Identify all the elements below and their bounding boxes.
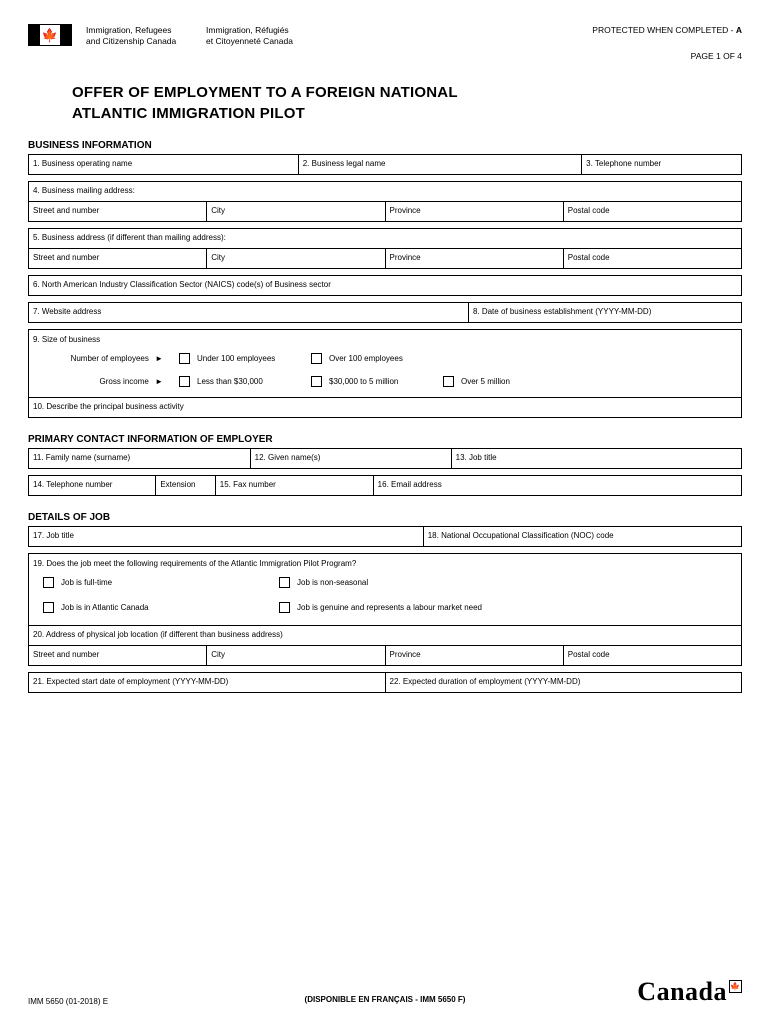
business-address-table xyxy=(28,228,742,269)
header-right xyxy=(592,24,742,62)
page-header xyxy=(28,24,742,62)
field-job-postal[interactable]: Postal code xyxy=(563,646,741,666)
form-identifier: IMM 5650 (01-2018) E xyxy=(28,997,109,1006)
checkbox-income-less-30000[interactable]: Less than $30,000 xyxy=(179,376,311,387)
field-expected-duration[interactable]: 22. Expected duration of employment (YYYY-MM-DD) xyxy=(385,673,742,693)
field-business-postal[interactable]: Postal code xyxy=(563,249,741,269)
job-title-table xyxy=(28,526,742,547)
business-name-table xyxy=(28,154,742,175)
row-gross-income xyxy=(39,376,731,387)
arrow-icon: ► xyxy=(155,377,163,386)
checkbox-icon[interactable] xyxy=(311,376,322,387)
header-left xyxy=(28,24,336,47)
field-job-title[interactable]: 17. Job title xyxy=(29,527,424,547)
arrow-icon: ► xyxy=(155,354,163,363)
requirements-row-1 xyxy=(43,577,731,588)
page-title-line1: OFFER OF EMPLOYMENT TO A FOREIGN NATIONAL xyxy=(72,84,458,101)
field-contact-telephone[interactable]: 14. Telephone number xyxy=(29,476,156,496)
section-details-of-job: DETAILS OF JOB xyxy=(28,512,111,523)
checkbox-over-100-employees[interactable]: Over 100 employees xyxy=(311,353,443,364)
dept-fr-line1: Immigration, Réfugiés xyxy=(206,25,289,35)
protected-notice xyxy=(592,24,742,36)
field-mailing-street[interactable]: Street and number xyxy=(29,202,207,222)
field-mailing-postal[interactable]: Postal code xyxy=(563,202,741,222)
size-of-business-table xyxy=(28,329,742,418)
field-given-names[interactable]: 12. Given name(s) xyxy=(250,449,451,469)
checkbox-icon[interactable] xyxy=(179,353,190,364)
field-job-city[interactable]: City xyxy=(207,646,385,666)
checkbox-icon[interactable] xyxy=(279,577,290,588)
field-naics-code[interactable]: 6. North American Industry Classification Sector (NAICS) code(s) of Business sector xyxy=(29,276,742,296)
label-job-location: 20. Address of physical job location (if different than business address) xyxy=(29,626,742,646)
business-mailing-address-table xyxy=(28,181,742,222)
section-business-information: BUSINESS INFORMATION xyxy=(28,140,152,151)
label-job-requirements: 19. Does the job meet the following requirements of the Atlantic Immigration Pilot Program? xyxy=(33,559,357,568)
job-dates-table xyxy=(28,672,742,693)
page-title-line2: ATLANTIC IMMIGRATION PILOT xyxy=(72,105,305,122)
size-of-business-cell xyxy=(29,330,742,398)
label-size-of-business: 9. Size of business xyxy=(33,335,101,344)
checkbox-income-30000-to-5m[interactable]: $30,000 to 5 million xyxy=(311,376,443,387)
label-gross-income: Gross income ► xyxy=(99,377,163,386)
protected-level: A xyxy=(735,25,742,35)
job-location-table xyxy=(28,626,742,666)
website-establishment-table xyxy=(28,302,742,323)
job-requirements-table xyxy=(28,553,742,626)
contact-phone-table xyxy=(28,475,742,496)
french-version-note: (DISPONIBLE EN FRANÇAIS - IMM 5650 F) xyxy=(304,995,466,1004)
field-business-operating-name[interactable]: 1. Business operating name xyxy=(29,155,299,175)
label-business-mailing-address: 4. Business mailing address: xyxy=(29,182,742,202)
field-contact-fax[interactable]: 15. Fax number xyxy=(215,476,373,496)
label-number-of-employees: Number of employees ► xyxy=(70,354,163,363)
checkbox-icon[interactable] xyxy=(179,376,190,387)
dept-en-line2: and Citizenship Canada xyxy=(86,36,177,46)
field-contact-extension[interactable]: Extension xyxy=(156,476,215,496)
requirements-row-2 xyxy=(43,602,731,613)
canada-flag-icon: 🍁 xyxy=(729,980,742,993)
checkbox-job-non-seasonal[interactable]: Job is non-seasonal xyxy=(279,577,368,588)
dept-en-line1: Immigration, Refugees xyxy=(86,25,172,35)
checkbox-income-over-5m[interactable]: Over 5 million xyxy=(443,376,575,387)
job-requirements-cell xyxy=(29,554,742,626)
field-contact-email[interactable]: 16. Email address xyxy=(373,476,741,496)
checkbox-icon[interactable] xyxy=(43,602,54,613)
field-date-establishment[interactable]: 8. Date of business establishment (YYYY-MM-DD) xyxy=(468,303,741,323)
field-job-province[interactable]: Province xyxy=(385,646,563,666)
field-mailing-city[interactable]: City xyxy=(207,202,385,222)
field-business-legal-name[interactable]: 2. Business legal name xyxy=(298,155,581,175)
checkbox-under-100-employees[interactable]: Under 100 employees xyxy=(179,353,311,364)
dept-fr-line2: et Citoyenneté Canada xyxy=(206,36,293,46)
contact-name-table xyxy=(28,448,742,469)
row-number-of-employees xyxy=(39,353,731,364)
field-noc-code[interactable]: 18. National Occupational Classification (NOC) code xyxy=(423,527,741,547)
checkbox-job-genuine[interactable]: Job is genuine and represents a labour market need xyxy=(279,602,482,613)
field-expected-start-date[interactable]: 21. Expected start date of employment (YYYY-MM-DD) xyxy=(29,673,386,693)
checkbox-job-full-time[interactable]: Job is full-time xyxy=(43,577,279,588)
canada-wordmark: Canada 🍁 xyxy=(637,977,741,1006)
field-business-city[interactable]: City xyxy=(207,249,385,269)
canada-flag-icon: 🍁 xyxy=(28,24,72,46)
checkbox-icon[interactable] xyxy=(311,353,322,364)
field-family-name[interactable]: 11. Family name (surname) xyxy=(29,449,251,469)
field-business-telephone[interactable]: 3. Telephone number xyxy=(582,155,742,175)
page-title xyxy=(72,82,742,124)
field-contact-job-title[interactable]: 13. Job title xyxy=(451,449,741,469)
checkbox-icon[interactable] xyxy=(443,376,454,387)
checkbox-job-atlantic-canada[interactable]: Job is in Atlantic Canada xyxy=(43,602,279,613)
checkbox-icon[interactable] xyxy=(43,577,54,588)
page-footer xyxy=(28,978,742,1006)
label-business-address: 5. Business address (if different than mailing address): xyxy=(29,229,742,249)
field-business-street[interactable]: Street and number xyxy=(29,249,207,269)
department-identifier xyxy=(86,24,336,47)
protected-text: PROTECTED WHEN COMPLETED - xyxy=(592,25,736,35)
page-number: PAGE 1 OF 4 xyxy=(690,51,742,61)
checkbox-icon[interactable] xyxy=(279,602,290,613)
field-mailing-province[interactable]: Province xyxy=(385,202,563,222)
section-primary-contact: PRIMARY CONTACT INFORMATION OF EMPLOYER xyxy=(28,434,273,445)
field-business-province[interactable]: Province xyxy=(385,249,563,269)
field-principal-business-activity[interactable]: 10. Describe the principal business activity xyxy=(29,398,742,418)
field-website-address[interactable]: 7. Website address xyxy=(29,303,469,323)
field-job-street[interactable]: Street and number xyxy=(29,646,207,666)
naics-table xyxy=(28,275,742,296)
